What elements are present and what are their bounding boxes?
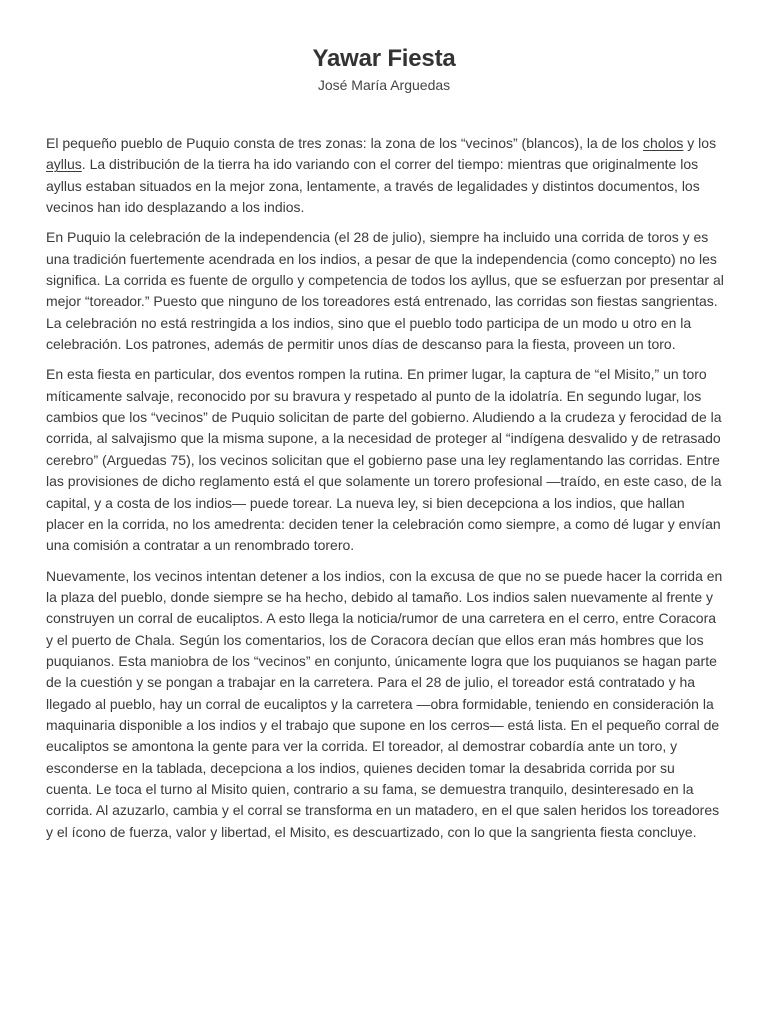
ayllus-link[interactable]: ayllus: [46, 156, 82, 173]
paragraph-1-text: El pequeño pueblo de Puquio consta de tres zonas: la zona de los “vecinos” (blancos), la de los: [46, 135, 643, 151]
document-header: [0, 44, 768, 94]
paragraph-1-text-3: . La distribución de la tierra ha ido variando con el correr del tiempo: mientras que originalmente los ayllus estaban situados en la mejor zona, lentamente, a través de legalidades y distintos documentos, los vecinos han ido desplazando a los indios.: [46, 156, 700, 216]
paragraph-1: [46, 133, 724, 218]
document-author: José María Arguedas: [317, 77, 451, 93]
document-body: [46, 133, 724, 852]
cholos-link[interactable]: cholos: [642, 135, 684, 151]
document-title: Yawar Fiesta: [312, 45, 456, 72]
paragraph-2: En Puquio la celebración de la independencia (el 28 de julio), siempre ha incluido una corrida de toros y es una tradición fuertemente acendrada en los indios, a pesar de que la independencia (como concepto) no les significa. La corrida es fuente de orgullo y competencia de todos los ayllus, que se esfuerzan por presentar al mejor “toreador.” Puesto que ninguno de los toreadores está entrenado, las corridas son fiestas sangrientas. La celebración no está restringida a los indios, sino que el pueblo todo participa de un modo u otro en la celebración. Los patrones, además de permitir unos días de descanso para la fiesta, proveen un toro.: [46, 229, 724, 353]
paragraph-1-text-2: y los: [683, 135, 717, 151]
paragraph-3: En esta fiesta en particular, dos eventos rompen la rutina. En primer lugar, la captura de “el Misito,” un toro míticamente salvaje, reconocido por su bravura y respetado al punto de la idolatría. En segundo lugar, los cambios que los “vecinos” de Puquio solicitan de parte del gobierno. Aludiendo a la crudeza y ferocidad de la corrida, al salvajismo que la misma supone, a la necesidad de proteger al “indígena desvalido y de retrasado cerebro” (Arguedas 75), los vecinos solicitan que el gobierno pase una ley reglamentando las corridas. Entre las provisiones de dicho reglamento está el que solamente un torero profesional —traído, en este caso, de la capital, y a costa de los indios— puede torear. La nueva ley, si bien decepciona a los indios, que hallan placer en la corrida, no los amedrenta: deciden tener la celebración como siempre, a como dé lugar y envían una comisión a contratar a un renombrado torero.: [46, 366, 722, 554]
paragraph-4: Nuevamente, los vecinos intentan detener a los indios, con la excusa de que no se puede hacer la corrida en la plaza del pueblo, donde siempre se ha hecho, debido al tamaño. Los indios salen nuevamente al frente y construyen un corral de eucaliptos. A esto llega la noticia/rumor de una carretera en el cerro, entre Coracora y el puerto de Chala. Según los comentarios, los de Coracora decían que ellos eran más hombres que los puquianos. Esta maniobra de los “vecinos” en conjunto, únicamente logra que los puquianos se hagan parte de la cuestión y se pongan a trabajar en la carretera. Para el 28 de julio, el toreador está contratado y ha llegado al pueblo, hay un corral de eucaliptos y la carretera —obra formidable, teniendo en consideración la maquinaria disponible a los indios y el trabajo que supone en los cerros— está lista. En el pequeño corral de eucaliptos se amontona la gente para ver la corrida. El toreador, al demostrar cobardía ante un toro, y esconderse en la tablada, decepciona a los indios, quienes deciden tomar la desabrida corrida por su cuenta. Le toca el turno al Misito quien, contrario a su fama, se demuestra tranquilo, desinteresado en la corrida. Al azuzarlo, cambia y el corral se transforma en un matadero, en el que salen heridos los toreadores y el ícono de fuerza, valor y libertad, el Misito, es descuartizado, con lo que la sangrienta fiesta concluye.: [46, 567, 723, 840]
